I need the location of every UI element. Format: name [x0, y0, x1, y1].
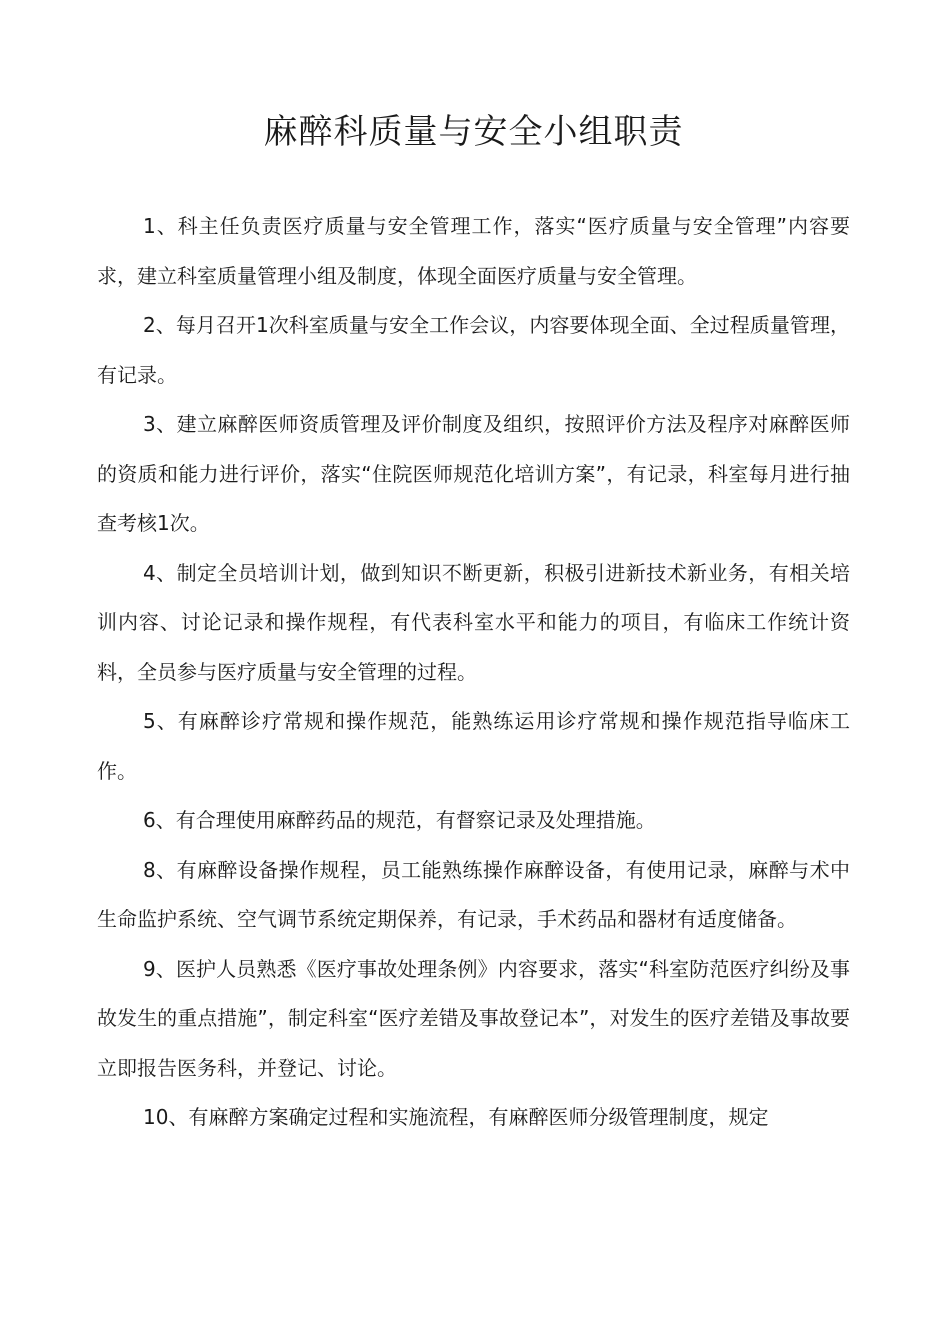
document-body	[97, 202, 850, 1143]
document-title: 麻醉科质量与安全小组职责	[263, 112, 684, 152]
paragraph-9: 9、医护人员熟悉《医疗事故处理条例》内容要求，落实“科室防范医疗纠纷及事故发生的重点措施”，制定科室“医疗差错及事故登记本”，对发生的医疗差错及事故要立即报告医务科，并登记、讨论。	[97, 956, 850, 1080]
paragraph-1: 1、科主任负责医疗质量与安全管理工作，落实“医疗质量与安全管理”内容要求，建立科室质量管理小组及制度，体现全面医疗质量与安全管理。	[97, 214, 850, 288]
paragraph-6: 6、有合理使用麻醉药品的规范，有督察记录及处理措施。	[143, 808, 656, 832]
paragraph-3: 3、建立麻醉医师资质管理及评价制度及组织，按照评价方法及程序对麻醉医师的资质和能力进行评价，落实“住院医师规范化培训方案”，有记录，科室每月进行抽查考核1次。	[97, 412, 850, 535]
paragraph-2: 2、每月召开1次科室质量与安全工作会议，内容要体现全面、全过程质量管理，有记录。	[97, 313, 850, 387]
paragraph-8: 8、有麻醉设备操作规程，员工能熟练操作麻醉设备，有使用记录，麻醉与术中生命监护系统、空气调节系统定期保养，有记录，手术药品和器材有适度储备。	[97, 857, 850, 931]
paragraph-5: 5、有麻醉诊疗常规和操作规范，能熟练运用诊疗常规和操作规范指导临床工作。	[97, 709, 850, 783]
paragraph-4: 4、制定全员培训计划，做到知识不断更新，积极引进新技术新业务，有相关培训内容、讨论记录和操作规程，有代表科室水平和能力的项目，有临床工作统计资料，全员参与医疗质量与安全管理的过程。	[97, 560, 850, 684]
paragraph-10: 10、有麻醉方案确定过程和实施流程，有麻醉医师分级管理制度，规定	[143, 1105, 769, 1129]
